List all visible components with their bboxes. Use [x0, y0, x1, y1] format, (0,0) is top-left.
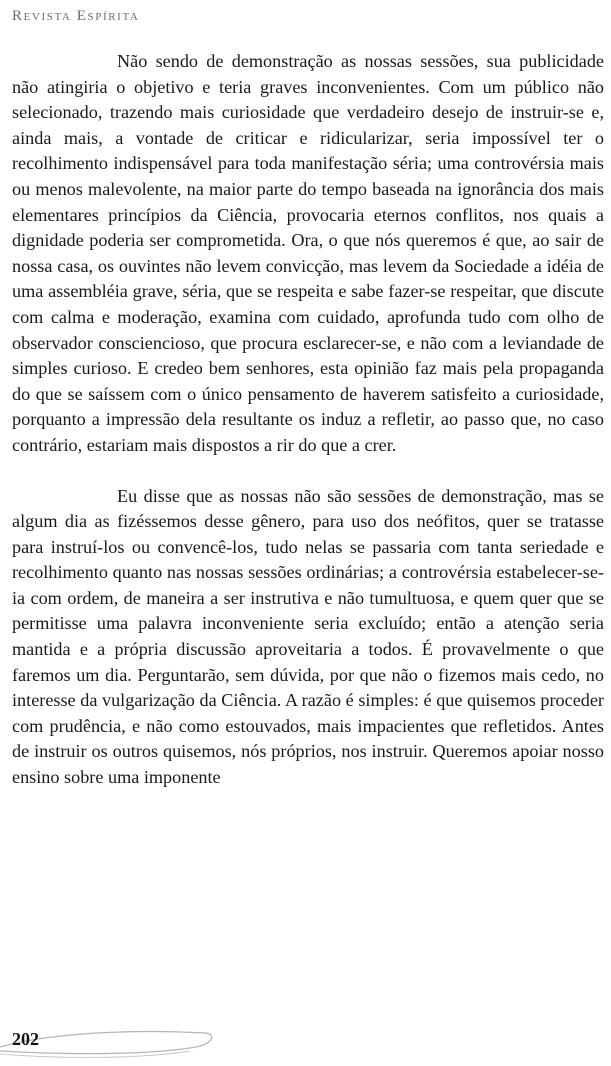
page-footer — [0, 1021, 611, 1066]
page-body — [12, 49, 604, 791]
running-title: Revista Espírita — [12, 8, 140, 24]
paragraph-2: Eu disse que as nossas não são sessões de demonstração, mas se algum dia as fizéssemos desse gênero, para uso dos neófitos, quer se tratasse para instruí-los ou convencê-los, tudo nelas se passaria com tanta seriedade e recolhimento quanto nas nossas sessões ordinárias; a controvérsia estabelecer-se-ia com ordem, de maneira a ser instrutiva e não tumultuosa, e quem quer que se permitisse uma palavra inconveniente seria excluído; então a atenção seria mantida e a própria discussão aproveitaria a todos. É provavelmente o que faremos um dia. Perguntarão, sem dúvida, por que não o fizemos mais cedo, no interesse da vulgarização da Ciência. A razão é simples: é que quisemos proceder com prudência, e não como estouvados, mais impacientes que refletidos. Antes de instruir os outros quisemos, nós próprios, nos instruir. Queremos apoiar nosso ensino sobre uma imponente — [12, 485, 604, 788]
page-number: 202 — [12, 1029, 39, 1049]
paragraph-1: Não sendo de demonstração as nossas sessões, sua publicidade não atingiria o objetivo e teria graves inconvenientes. Com um público não selecionado, trazendo mais curiosidade que verdadeiro desejo de instruir-se e, ainda mais, a vontade de criticar e ridicularizar, seria impossível ter o recolhimento indispensável para toda manifestação séria; uma controvérsia mais ou menos malevolente, na maior parte do tempo baseada na ignorância dos mais elementares princípios da Ciência, provocaria eternos conflitos, nos quais a dignidade poderia ser comprometida. Ora, o que nós queremos é que, ao sair de nossa casa, os ouvintes não levem convicção, mas levem da Sociedade a idéia de uma assembléia grave, séria, que se respeita e sabe fazer-se respeitar, que discute com calma e moderação, examina com cuidado, aprofunda tudo com olho de observador consciencioso, que procura esclarecer-se, e não com a leviandade de simples curioso. E credeo bem senhores, esta opinião faz mais pela propaganda do que se saíssem com o único pensamento de haverem satisfeito a curiosidade, porquanto a impressão dela resultante os induz a refletir, ao passo que, no caso contrário, estariam mais dispostos a rir do que a crer. — [12, 51, 604, 455]
running-header — [12, 8, 139, 25]
